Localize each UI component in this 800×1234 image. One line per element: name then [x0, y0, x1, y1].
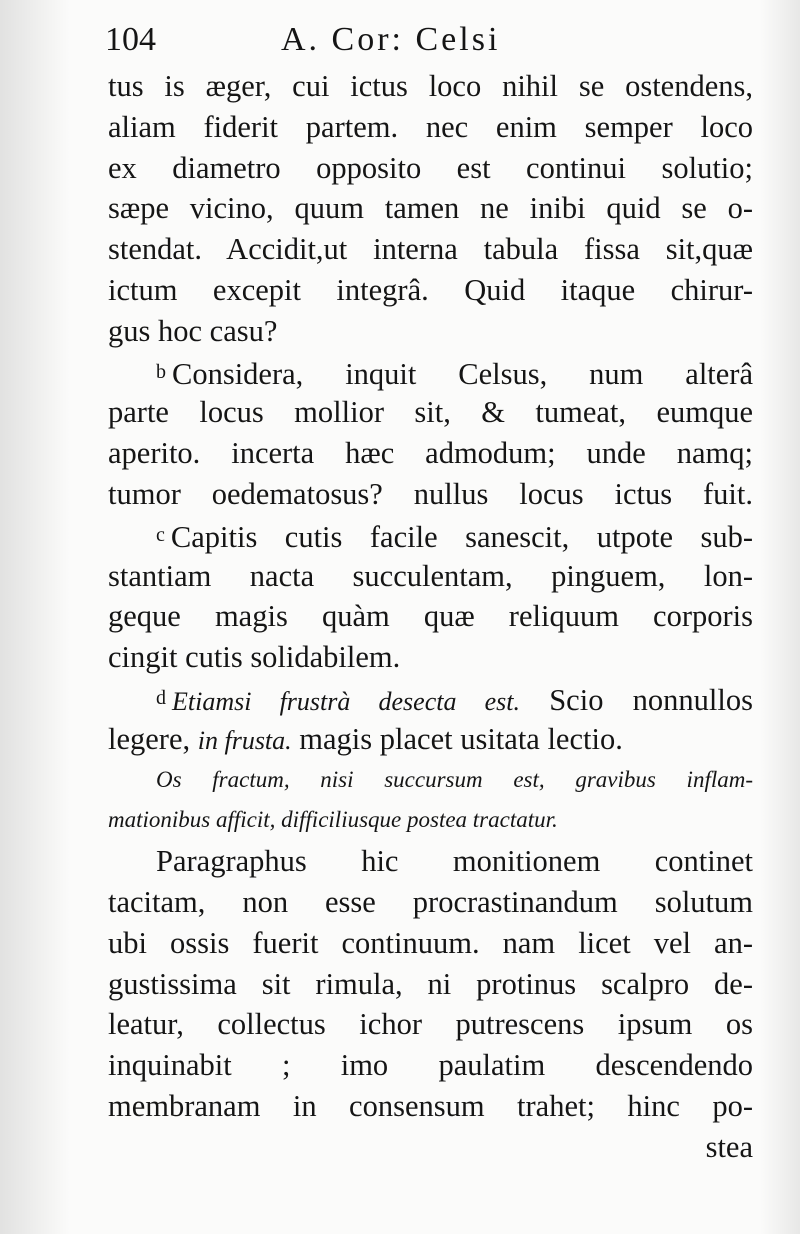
- note-text: Considera, inquit Celsus, num alterâ: [172, 356, 753, 391]
- paragraph-line: tacitam, non esse procrastinandum solutum: [108, 884, 753, 919]
- edge-shadow: [760, 0, 800, 1234]
- note-text: Scio nonnullos: [519, 682, 754, 717]
- note-c-first-line: [108, 515, 753, 556]
- quotation-line: Os fractum, nisi succursum est, gravibus inflam-: [156, 766, 753, 792]
- note-lemma: Etiamsi frustrà desecta est.: [172, 686, 520, 716]
- paragraph-line: ubi ossis fuerit continuum. nam licet vel an-: [108, 925, 753, 960]
- paragraph-line: leatur, collectus ichor putrescens ipsum os: [108, 1007, 753, 1042]
- text-line: ictum excepit integrâ. Quid itaque chirur-: [108, 272, 753, 307]
- paragraph-line: Paragraphus hic monitionem continet: [156, 844, 753, 879]
- text-line: cingit cutis solidabilem.: [108, 640, 401, 675]
- text-line: aliam fiderit partem. nec enim semper loco: [108, 109, 753, 144]
- text-line: stendat. Accidit,ut interna tabula fissa sit,quæ: [108, 232, 753, 267]
- note-marker: d: [156, 686, 166, 709]
- note-text: Capitis cutis facile sanescit, utpote sub-: [170, 519, 753, 554]
- paragraph-line: gustissima sit rimula, ni protinus scalpro de-: [108, 966, 753, 1001]
- page-header: [105, 16, 585, 64]
- text-line: aperito. incerta hæc admodum; unde namq;: [108, 436, 753, 471]
- text-line: tumor oedematosus? nullus locus ictus fuit.: [108, 476, 753, 511]
- text-line: ex diametro opposito est continui solutio;: [108, 150, 753, 185]
- quotation-line: mationibus afficit, difficiliusque postea tractatur.: [108, 807, 558, 833]
- note-d-second-line: [108, 719, 753, 760]
- text-line: parte locus mollior sit, & tumeat, eumque: [108, 395, 753, 430]
- text-line: gus hoc casu?: [108, 313, 278, 348]
- running-head: A. Cor: Celsi: [281, 21, 501, 58]
- text-line: sæpe vicino, quum tamen ne inibi quid se o-: [108, 191, 753, 226]
- gutter-shadow: [0, 0, 70, 1234]
- note-text: magis placet usitata lectio.: [291, 721, 623, 756]
- note-d-first-line: [108, 678, 753, 719]
- note-b-first-line: [108, 352, 753, 393]
- catchword: stea: [705, 1129, 753, 1164]
- note-variant-reading: in frusta.: [197, 725, 292, 755]
- paragraph-line: membranam in consensum trahet; hinc po-: [108, 1088, 753, 1123]
- text-line: geque magis quàm quæ reliquum corporis: [108, 599, 753, 634]
- page-number: 104: [105, 21, 156, 58]
- text-block: [108, 66, 753, 1168]
- note-marker: c: [156, 523, 165, 546]
- text-line: tus is æger, cui ictus loco nihil se ostendens,: [108, 69, 753, 103]
- note-text: legere,: [108, 721, 198, 756]
- note-marker: b: [156, 360, 166, 383]
- paragraph-line: inquinabit ; imo paulatim descendendo: [108, 1048, 753, 1083]
- text-line: stantiam nacta succulentam, pinguem, lon-: [108, 558, 753, 593]
